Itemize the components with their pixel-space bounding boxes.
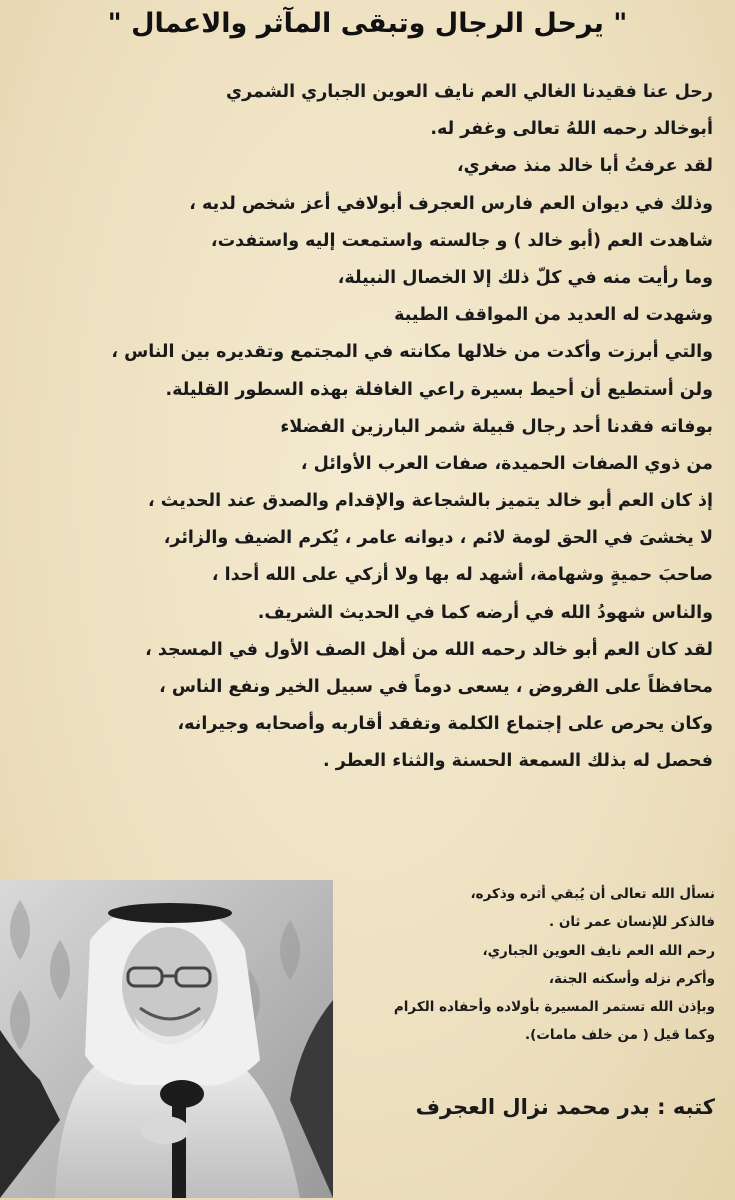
body-line: وشهدت له العديد من المواقف الطيبة [394,305,713,326]
article-body [25,74,713,781]
body-line: والناس شهودُ الله في أرضه كما في الحديث الشريف. [257,602,713,623]
agal [108,903,232,923]
hand [141,1116,189,1144]
body-line: شاهدت العم (أبو خالد ) و جالسته واستمعت إليه واستفدت، [210,230,713,251]
portrait-photo [0,880,333,1198]
closing-line: رحم الله العم نايف العوين الجباري، [482,942,715,959]
body-line: لقد عرفتُ أبا خالد منذ صغري، [456,156,713,177]
closing-prayer [345,880,715,1050]
portrait-illustration [0,880,333,1198]
closing-line: وكما قيل ( من خلف مامات). [525,1027,715,1044]
author-signature: كتبه : بدر محمد نزال العجرف [415,1095,715,1119]
body-line: وكان يحرص على إجتماع الكلمة وتفقد أقاربه وأصحابه وجيرانه، [177,714,713,735]
body-line: لا يخشىَ في الحق لومة لائم ، ديوانه عامر ، يُكرم الضيف والزائر، [163,528,713,549]
body-line: لقد كان العم أبو خالد رحمه الله من أهل الصف الأول في المسجد ، [145,639,713,660]
body-line: فحصل له بذلك السمعة الحسنة والثناء العطر . [323,751,713,772]
closing-line: وأكرم نزله وأسكنه الجنة، [548,970,715,987]
article-title: " يرحل الرجال وتبقى المآثر والاعمال " [107,8,628,39]
body-line: محافظاً على الفروض ، يسعى دوماً في سبيل الخير ونفع الناس ، [159,677,713,697]
closing-line: نسأل الله تعالى أن يُبقي أثره وذكره، [470,886,715,902]
body-line: صاحبَ حميةٍ وشهامة، أشهد له بها ولا أزكي على الله أحدا ، [211,565,713,586]
body-line: بوفاته فقدنا أحد رجال قبيلة شمر البارزين الفضلاء [280,416,713,437]
body-line: أبوخالد رحمه اللهُ تعالى وغفر له. [430,119,713,140]
body-line: والتي أبرزت وأكدت من خلالها مكانته في المجتمع وتقديره بين الناس ، [111,342,713,363]
closing-line: وبإذن الله تستمر المسيرة بأولاده وأحفاده الكرام [393,999,715,1016]
body-line: ولن أستطيع أن أحيط بسيرة راعي الغافلة بهذه السطور القليلة. [165,379,713,400]
body-line: وما رأيت منه في كلّ ذلك إلا الخصال النبيلة، [337,267,713,288]
body-line: إذ كان العم أبو خالد يتميز بالشجاعة والإقدام والصدق عند الحديث ، [148,491,713,512]
cane [172,1095,186,1198]
body-line: من ذوي الصفات الحميدة، صفات العرب الأوائل ، [300,453,713,474]
cane-handle [160,1080,204,1108]
body-line: وذلك في ديوان العم فارس العجرف أبولافي أعز شخص لديه ، [189,193,713,214]
body-line: رحل عنا فقيدنا الغالي العم نايف العوين الجباري الشمري [226,82,713,102]
closing-line: فالذكر للإنسان عمر ثان . [548,914,715,931]
